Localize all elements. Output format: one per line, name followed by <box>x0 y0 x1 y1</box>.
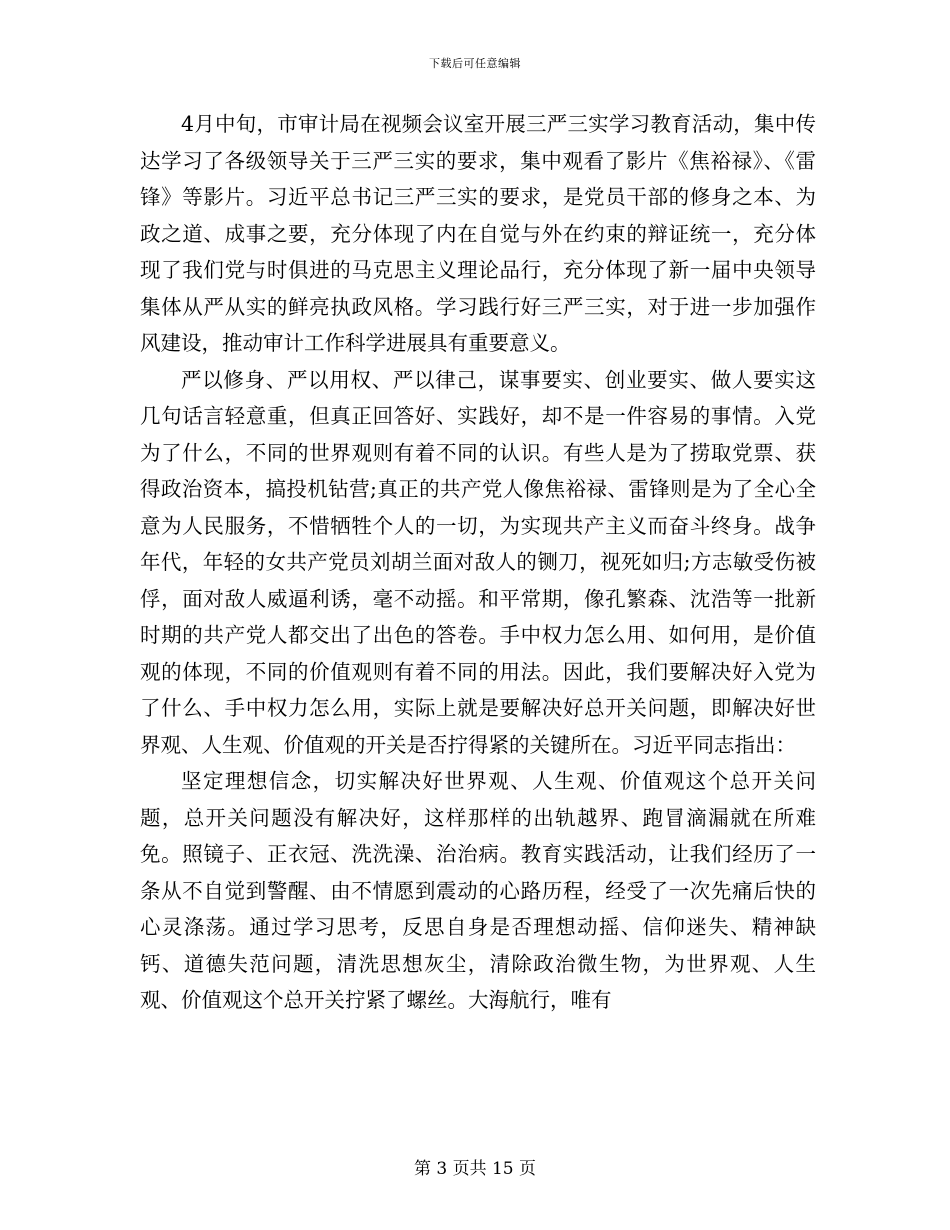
page-number-footer: 第 3 页共 15 页 <box>413 1159 537 1179</box>
page-header: 下载后可任意编辑 <box>429 57 521 70</box>
document-body <box>140 106 816 1019</box>
paragraph-1: 4月中旬，市审计局在视频会议室开展三严三实学习教育活动，集中传达学习了各级领导关于三严三实的要求，集中观看了影片《焦裕禄》、《雷锋》等影片。习近平总书记三严三实的要求，是党员干部的修身之本、为政之道、成事之要，充分体现了内在自觉与外在约束的辩证统一，充分体现了我们党与时俱进的马克思主义理论品行，充分体现了新一届中央领导集体从严从实的鲜亮执政风格。学习践行好三严三实，对于进一步加强作风建设，推动审计工作科学进展具有重要意义。 <box>140 112 816 355</box>
paragraph-2: 严以修身、严以用权、严以律己，谋事要实、创业要实、做人要实这几句话言轻意重，但真正回答好、实践好，却不是一件容易的事情。入党为了什么，不同的世界观则有着不同的认识。有些人是为了捞取党票、获得政治资本，搞投机钻营;真正的共产党人像焦裕禄、雷锋则是为了全心全意为人民服务，不惜牺牲个人的一切，为实现共产主义而奋斗终身。战争年代，年轻的女共产党员刘胡兰面对敌人的铡刀，视死如归;方志敏受伤被俘，面对敌人威逼利诱，毫不动摇。和平常期，像孔繁森、沈浩等一批新时期的共产党人都交出了出色的答卷。手中权力怎么用、如何用，是价值观的体现，不同的价值观则有着不同的用法。因此，我们要解决好入党为了什么、手中权力怎么用，实际上就是要解决好总开关问题，即解决好世界观、人生观、价值观的开关是否拧得紧的关键所在。习近平同志指出： <box>140 367 816 757</box>
paragraph-3: 坚定理想信念，切实解决好世界观、人生观、价值观这个总开关问题，总开关问题没有解决好，这样那样的出轨越界、跑冒滴漏就在所难免。照镜子、正衣冠、洗洗澡、治治病。教育实践活动，让我们经历了一条从不自觉到警醒、由不情愿到震动的心路历程，经受了一次先痛后快的心灵涤荡。通过学习思考，反思自身是否理想动摇、信仰迷失、精神缺钙、道德失范问题，清洗思想灰尘，清除政治微生物，为世界观、人生观、价值观这个总开关拧紧了螺丝。大海航行，唯有 <box>140 769 816 1012</box>
